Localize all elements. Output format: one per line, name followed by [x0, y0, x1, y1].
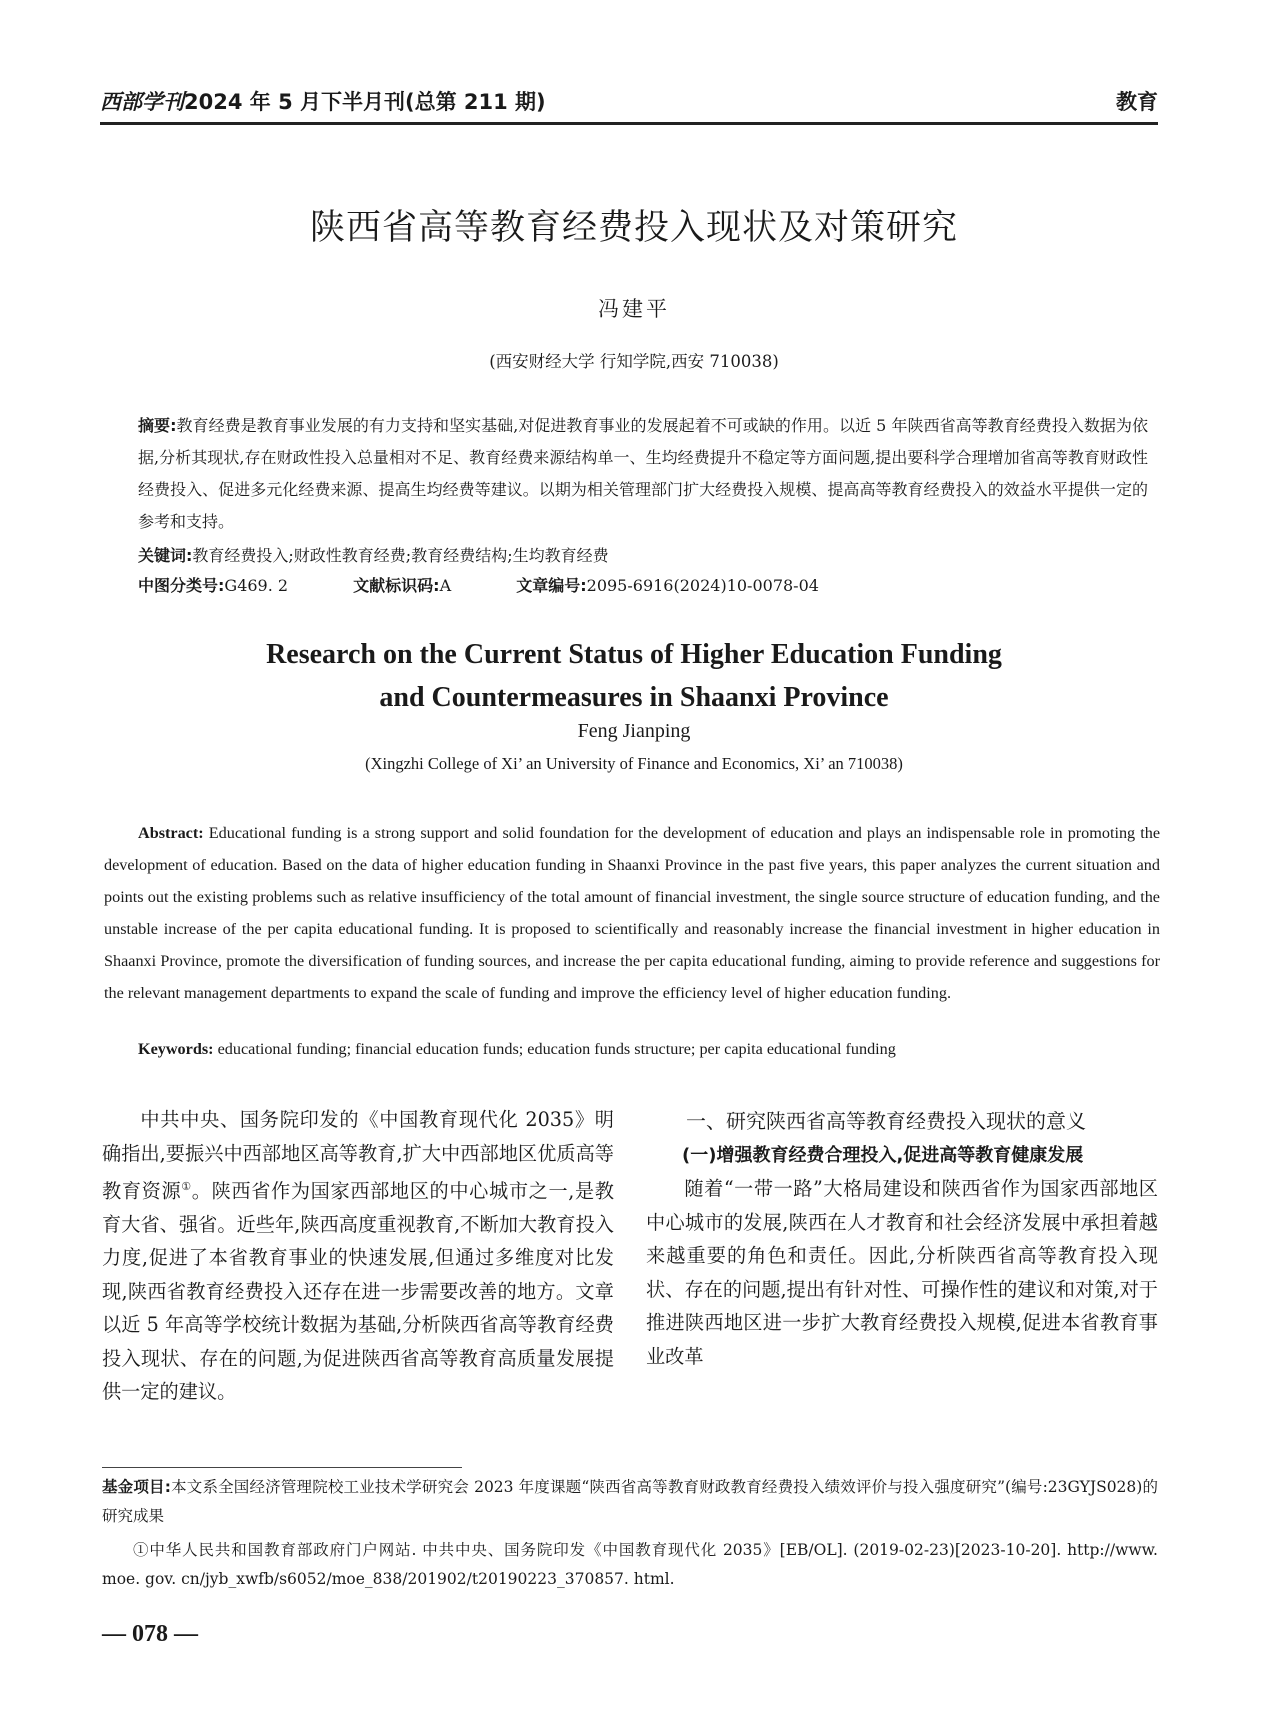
body-column-left	[102, 1103, 614, 1409]
page-number: — 078 —	[102, 1621, 198, 1647]
article-no-label: 文章编号:	[516, 576, 587, 595]
fund-text: 本文系全国经济管理院校工业技术学研究会 2023 年度课题“陕西省高等教育财政教育经费投入绩效评价与投入强度研究”(编号:23GYJS028)的研究成果	[102, 1478, 1159, 1525]
keywords-cn-label: 关键词:	[138, 546, 193, 565]
journal-name: 西部学刊	[100, 89, 184, 114]
abstract-cn	[138, 410, 1148, 538]
title-en-line1: Research on the Current Status of Higher Education Funding	[266, 639, 1002, 670]
doc-code-label: 文献标识码:	[353, 576, 440, 595]
author-cn: 冯建平	[598, 297, 670, 321]
section-name: 教育	[1116, 90, 1158, 114]
header-journal-issue	[100, 86, 546, 116]
clc-label: 中图分类号:	[138, 576, 225, 595]
subsection-heading-1: (一)增强教育经费合理投入,促进高等教育健康发展	[682, 1144, 1084, 1166]
fund-label: 基金项目:	[102, 1478, 171, 1496]
abstract-cn-text: 教育经费是教育事业发展的有力支持和坚实基础,对促进教育事业的发展起着不可或缺的作用。以近 5 年陕西省高等教育经费投入数据为依据,分析其现状,存在财政性投入总量相对不足、教育经费来源结构单一、生均经费提升不稳定等方面问题,提出要科学合理增加省高等教育财政性经费投入、促进多元化经费来源、提高生均经费等建议。以期为相关管理部门扩大经费投入规模、提高高等教育经费投入的效益水平提供一定的参考和支持。	[138, 416, 1148, 531]
intro-text-b: 。陕西省作为国家西部地区的中心城市之一,是教育大省、强省。近些年,陕西高度重视教育,不断加大教育投入力度,促进了本省教育事业的快速发展,但通过多维度对比发现,陕西省教育经费投入还存在进一步需要改善的地方。文章以近 5 年高等学校统计数据为基础,分析陕西省高等教育经费投入现状、存在的问题,为促进陕西省高等教育高质量发展提供一定的建议。	[102, 1179, 614, 1404]
section-heading-1: 一、研究陕西省高等教育经费投入现状的意义	[686, 1109, 1086, 1133]
fund-note	[102, 1473, 1158, 1531]
keywords-cn-text: 教育经费投入;财政性教育经费;教育经费结构;生均教育经费	[192, 546, 609, 565]
article-title-en	[0, 633, 1268, 719]
section-paragraph: 随着“一带一路”大格局建设和陕西省作为国家西部地区中心城市的发展,陕西在人才教育和社会经济发展中承担着越来越重要的角色和责任。因此,分析陕西省高等教育投入现状、存在的问题,提出有针对性、可操作性的建议和对策,对于推进陕西地区进一步扩大教育经费投入规模,促进本省教育事业改革	[646, 1177, 1158, 1368]
abstract-en-text: Educational funding is a strong support and solid foundation for the development of education and plays an indispensable role in promoting the development of education. Based on the data of higher education funding in Shaanxi Province in the past five years, this paper analyzes the current situation and points out the existing problems such as relative insufficiency of the total amount of financial investment, the single source structure of education funding, and the unstable increase of the per capita educational funding. It is proposed to scientifically and reasonably increase the financial investment in higher education in Shaanxi Province, promote the diversification of funding sources, and increase the per capita educational funding, aiming to provide reference and suggestions for the relevant management departments to expand the scale of funding and improve the efficiency level of higher education funding.	[104, 824, 1161, 1002]
affiliation-en: (Xingzhi College of Xi’ an University of Finance and Economics, Xi’ an 710038)	[365, 754, 903, 773]
body-column-right	[646, 1105, 1158, 1373]
footnote-1: ①中华人民共和国教育部政府门户网站. 中共中央、国务院印发《中国教育现代化 2035》[EB/OL]. (2019-02-23)[2023-10-20]. http://www. moe. gov. cn/jyb_xwfb/s6052/moe_838/201902/t20190223_370857. html.	[102, 1541, 1158, 1588]
footnote-rule	[102, 1467, 462, 1468]
running-header	[100, 86, 1158, 126]
abstract-en-label: Abstract:	[138, 824, 204, 842]
intro-text-a: 中共中央、国务院印发的《中国教育现代化 2035》明确指出,要振兴中西部地区高等教育,扩大中西部地区优质高等教育资源	[102, 1108, 614, 1203]
article-title-cn: 陕西省高等教育经费投入现状及对策研究	[309, 208, 958, 248]
title-en-line2: and Countermeasures in Shaanxi Province	[379, 682, 889, 713]
footnote-ref-1[interactable]: ①	[181, 1180, 192, 1193]
header-rule	[100, 122, 1158, 125]
keywords-en-label: Keywords:	[138, 1040, 214, 1058]
issue-info: 2024 年 5 月下半月刊(总第 211 期)	[184, 90, 546, 114]
abstract-en	[104, 817, 1160, 1009]
keywords-cn	[138, 540, 1148, 572]
clc-value: G469. 2	[224, 576, 289, 595]
abstract-cn-label: 摘要:	[138, 416, 177, 435]
keywords-en-text: educational funding; financial education funds; education funds structure; per capita educational funding	[217, 1040, 896, 1058]
classification-line	[138, 570, 1148, 602]
intro-paragraph	[102, 1103, 614, 1409]
affiliation-cn: (西安财经大学 行知学院,西安 710038)	[489, 352, 779, 371]
keywords-en	[138, 1040, 1158, 1059]
author-en: Feng Jianping	[577, 720, 691, 742]
doc-code-value: A	[439, 576, 452, 595]
article-no-value: 2095-6916(2024)10-0078-04	[586, 576, 819, 595]
